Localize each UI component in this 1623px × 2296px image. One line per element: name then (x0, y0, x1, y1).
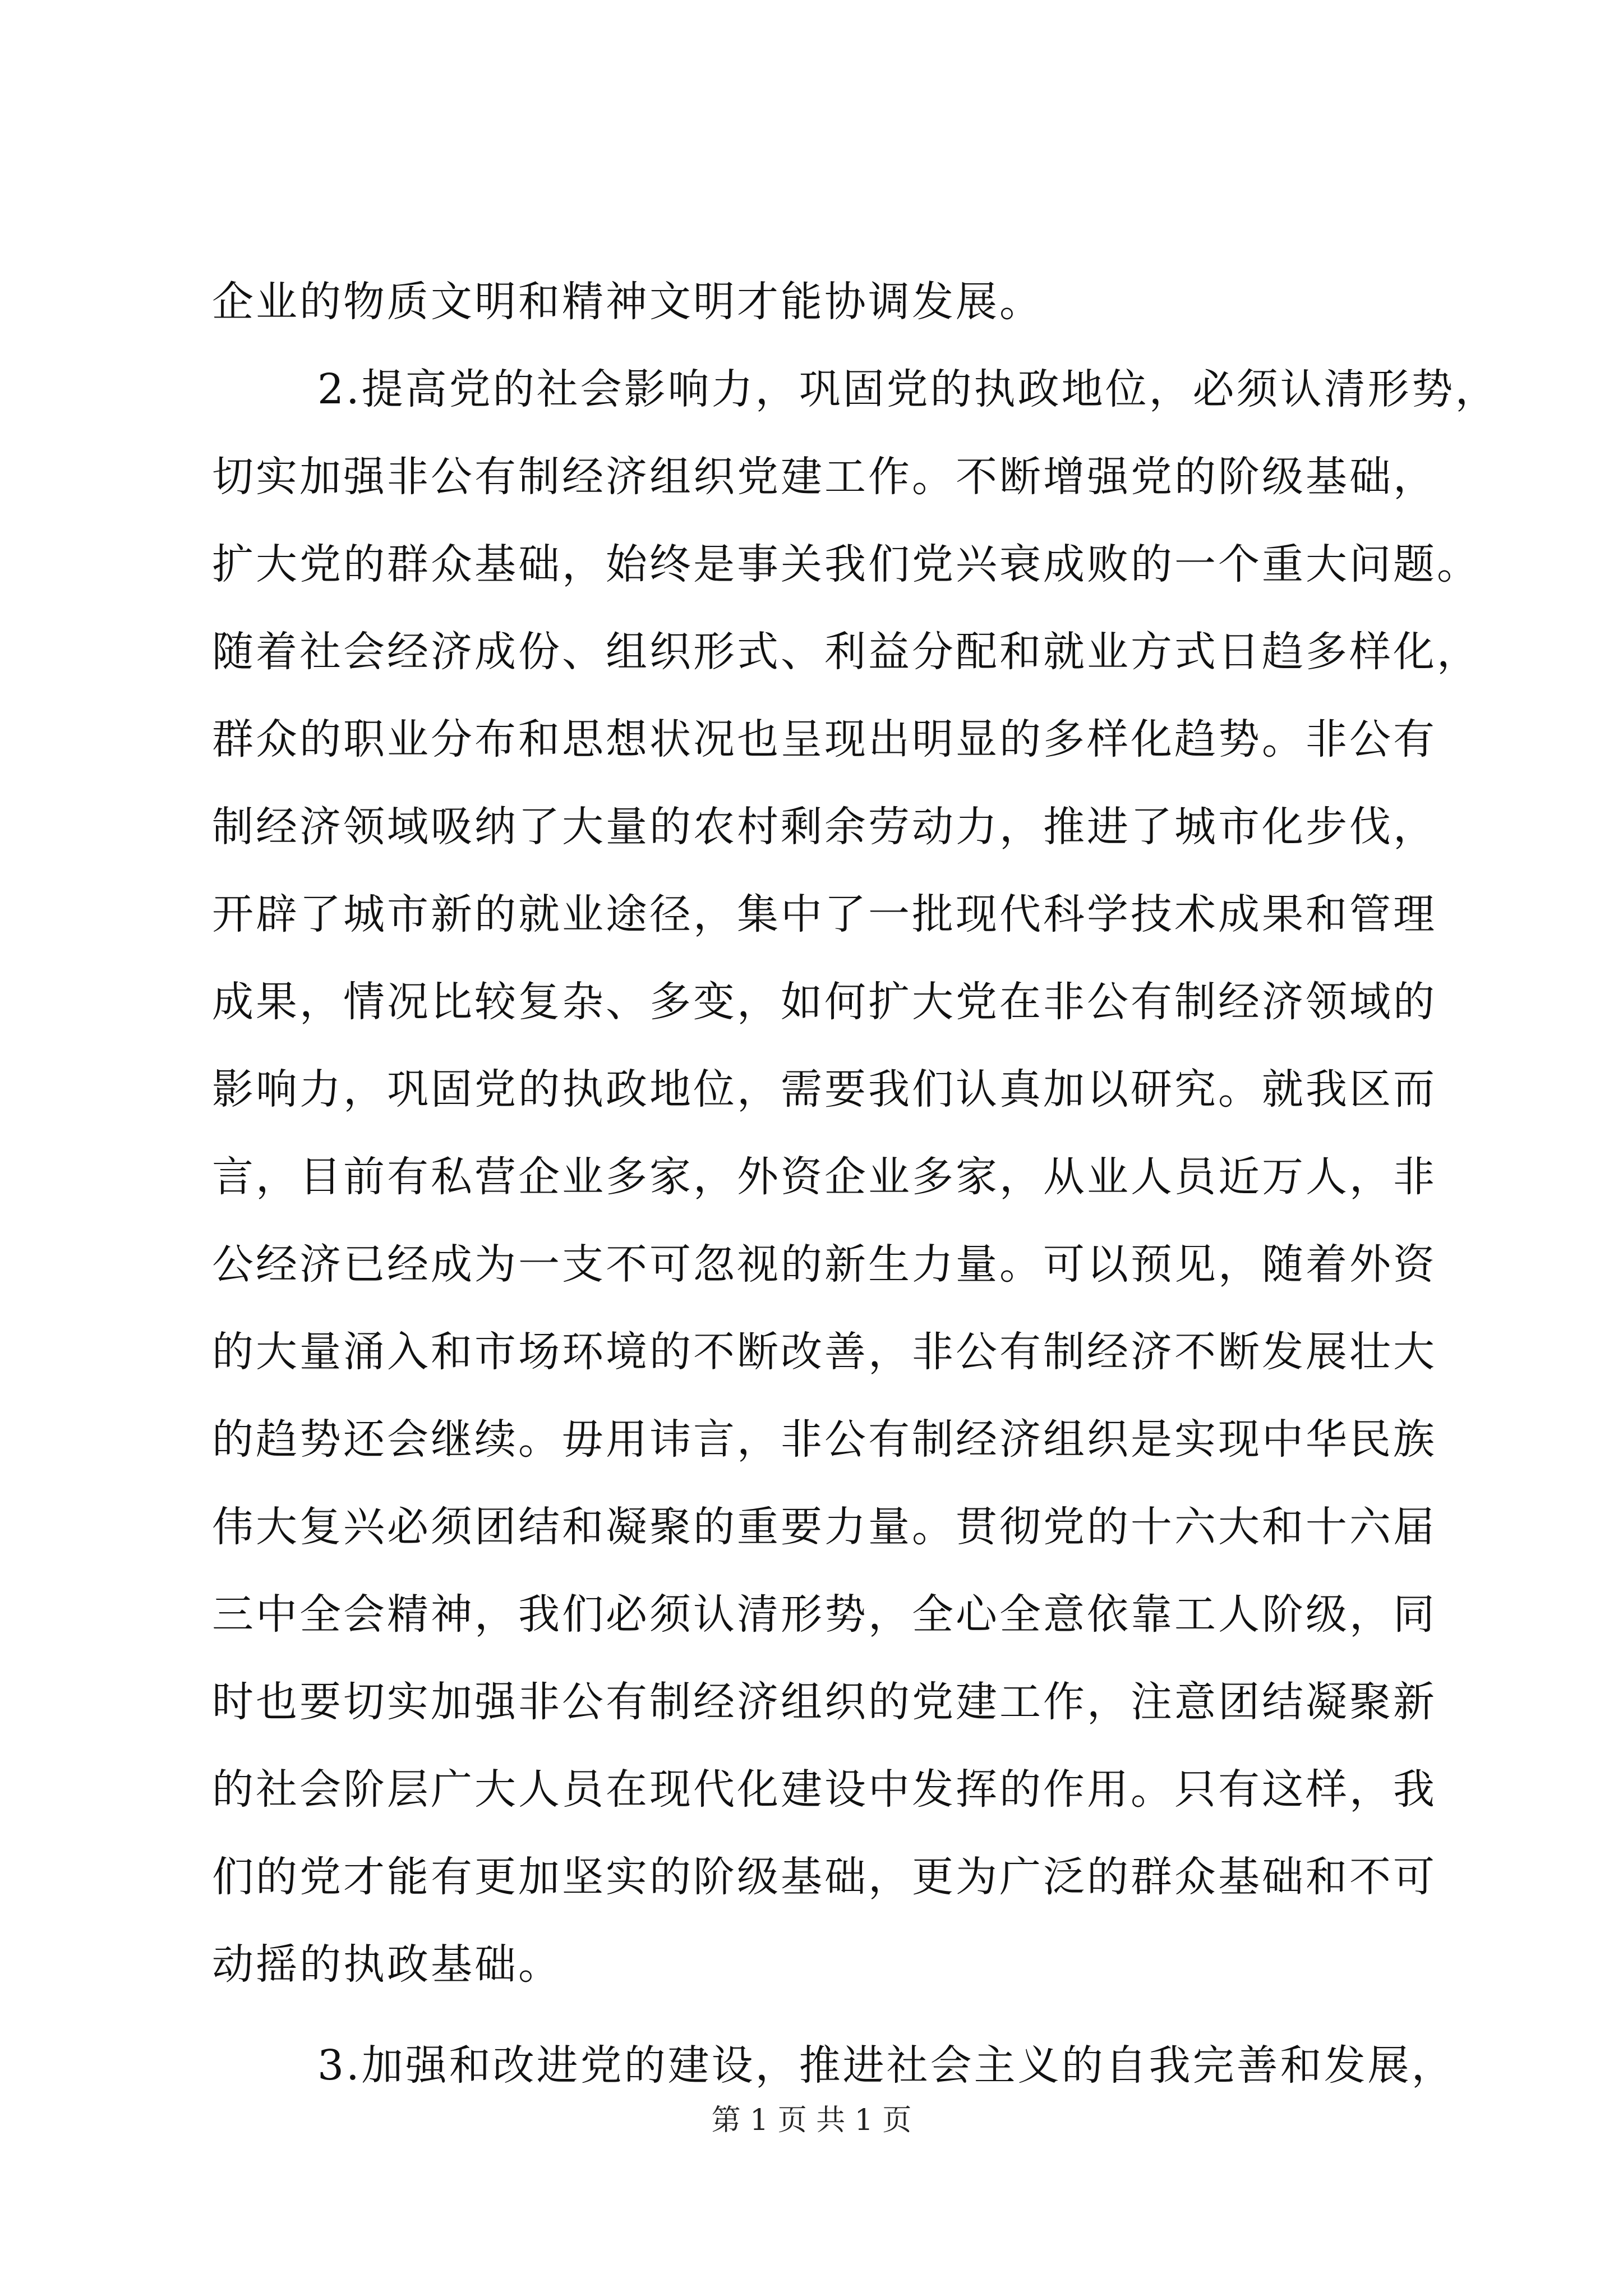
text-line: 伟大复兴必须团结和凝聚的重要力量。贯彻党的十六大和十六届 (212, 1503, 1437, 1551)
text-line: 时也要切实加强非公有制经济组织的党建工作，注意团结凝聚新 (212, 1678, 1437, 1726)
text-line: 的大量涌入和市场环境的不断改善，非公有制经济不断发展壮大 (212, 1328, 1437, 1376)
paragraph-heading-3: 3.加强和改进党的建设，推进社会主义的自我完善和发展， (317, 2041, 1455, 2090)
text-line: 的社会阶层广大人员在现代化建设中发挥的作用。只有这样，我 (212, 1765, 1437, 1814)
text-line: 动摇的执政基础。 (212, 1940, 562, 1989)
text-line: 言，目前有私营企业多家，外资企业多家，从业人员近万人，非 (212, 1153, 1437, 1201)
text-line: 影响力，巩固党的执政地位，需要我们认真加以研究。就我区而 (212, 1065, 1437, 1114)
page-number-footer: 第 1 页 共 1 页 (711, 2104, 912, 2137)
text-line: 扩大党的群众基础，始终是事关我们党兴衰成败的一个重大问题。 (212, 540, 1481, 588)
text-line: 企业的物质文明和精神文明才能协调发展。 (212, 278, 1043, 326)
text-line: 制经济领域吸纳了大量的农村剩余劳动力，推进了城市化步伐， (212, 803, 1437, 851)
text-line: 三中全会精神，我们必须认清形势，全心全意依靠工人阶级，同 (212, 1590, 1437, 1639)
text-line: 切实加强非公有制经济组织党建工作。不断增强党的阶级基础， (212, 453, 1437, 501)
text-line: 群众的职业分布和思想状况也呈现出明显的多样化趋势。非公有 (212, 715, 1437, 763)
text-line: 的趋势还会继续。毋用讳言，非公有制经济组织是实现中华民族 (212, 1415, 1437, 1464)
text-line: 公经济已经成为一支不可忽视的新生力量。可以预见，随着外资 (212, 1240, 1437, 1289)
paragraph-heading-2: 2.提高党的社会影响力，巩固党的执政地位，必须认清形势， (317, 365, 1499, 413)
text-line: 随着社会经济成份、组织形式、利益分配和就业方式日趋多样化， (212, 628, 1481, 676)
text-line: 们的党才能有更加坚实的阶级基础，更为广泛的群众基础和不可 (212, 1853, 1437, 1901)
text-line: 开辟了城市新的就业途径，集中了一批现代科学技术成果和管理 (212, 890, 1437, 938)
text-line: 成果，情况比较复杂、多变，如何扩大党在非公有制经济领域的 (212, 978, 1437, 1026)
document-body (212, 258, 1499, 2109)
